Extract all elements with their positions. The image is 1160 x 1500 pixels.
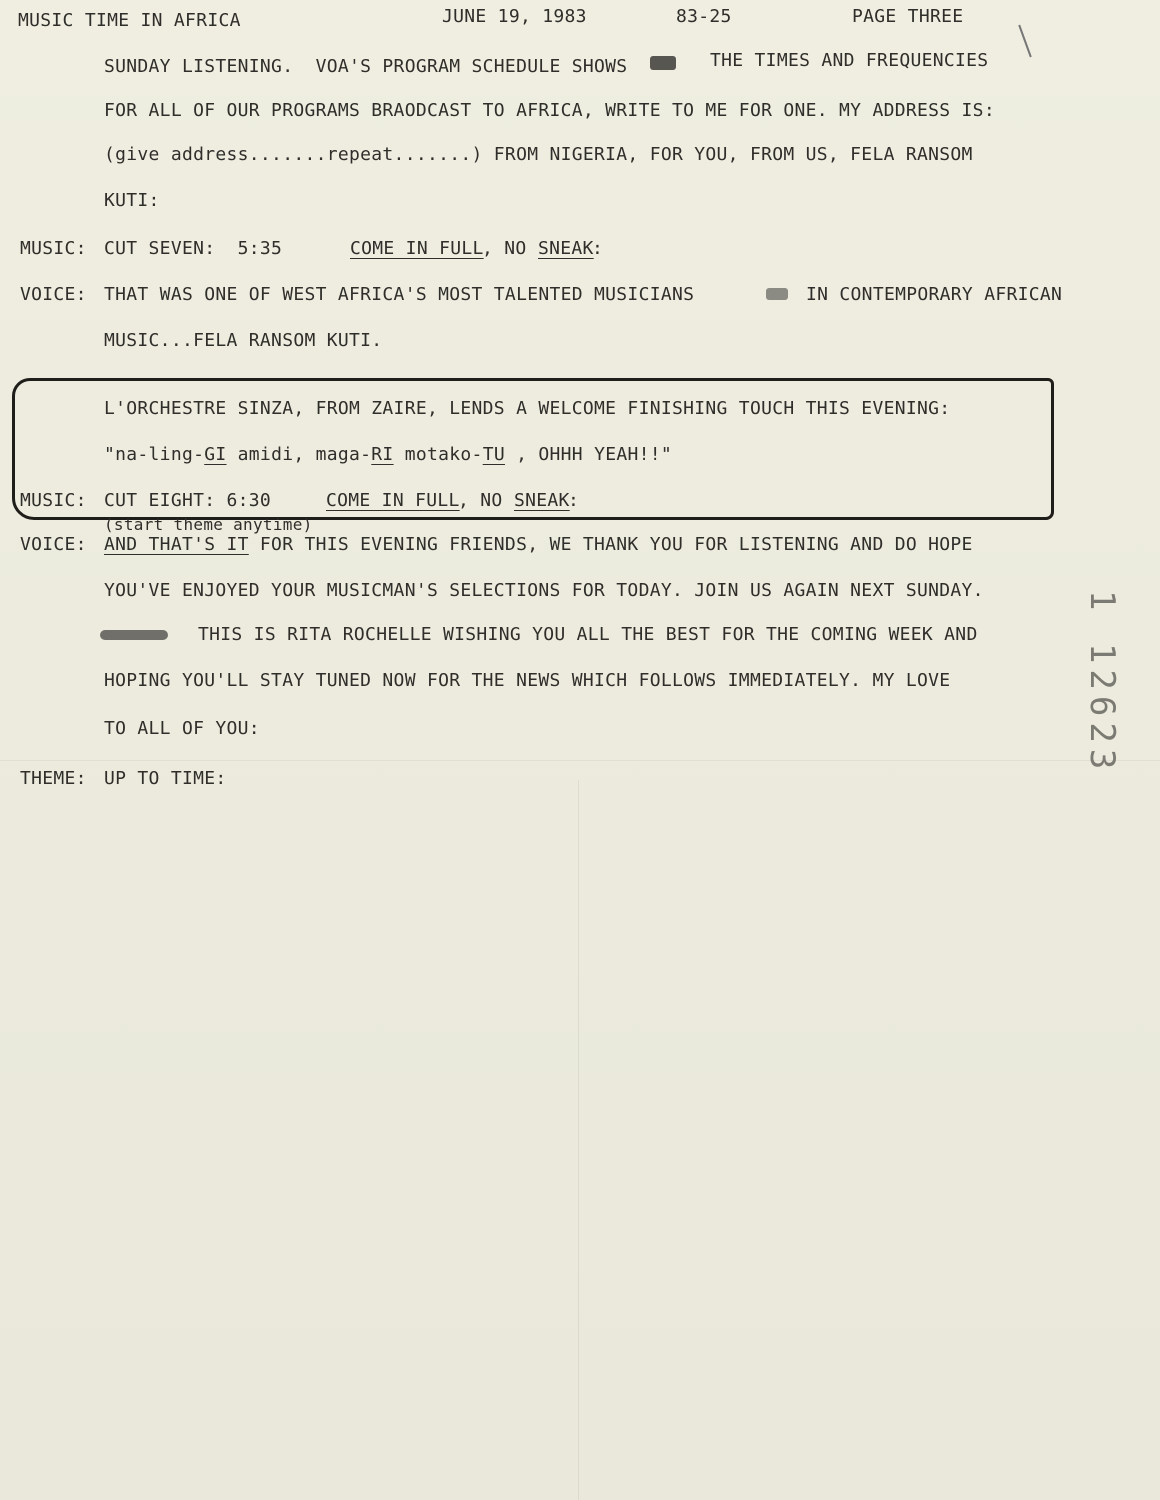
header-page: PAGE THREE — [852, 6, 964, 27]
music-sneak: SNEAK — [538, 238, 594, 259]
music-no: , NO — [482, 238, 527, 259]
music-colon-2: : — [568, 490, 580, 511]
voice-line-1c: MUSIC...FELA RANSOM KUTI. — [104, 330, 383, 351]
lyric-ri: RI — [371, 444, 394, 465]
ink-strikeout-2 — [100, 630, 168, 640]
paper-fold-vertical — [578, 780, 579, 1500]
lyric-part-a: "na-ling- — [104, 444, 205, 465]
text-line-4: KUTI: — [104, 190, 160, 211]
ink-smudge — [650, 56, 676, 70]
music-no-2: , NO — [458, 490, 503, 511]
margin-stamp-number: 1 12623 — [1082, 590, 1122, 776]
voice-line-1b: IN CONTEMPORARY AFRICAN — [806, 284, 1063, 305]
lyric-tu: TU — [482, 444, 505, 465]
music-come-in-full-2: COME IN FULL — [326, 490, 460, 511]
voice-line-2e: HOPING YOU'LL STAY TUNED NOW FOR THE NEWS WHICH FOLLOWS IMMEDIATELY. MY LOVE — [104, 670, 951, 691]
margin-pencil-mark — [1018, 25, 1032, 58]
lyric-part-c: motako- — [393, 444, 483, 465]
text-line-1: SUNDAY LISTENING. VOA'S PROGRAM SCHEDULE SHOWS — [104, 56, 628, 77]
theme-text: UP TO TIME: — [104, 768, 227, 789]
music-label: MUSIC: — [20, 238, 87, 259]
paper-fold-horizontal — [0, 760, 1160, 761]
box-line-2 — [104, 444, 672, 466]
voice-line-2c: YOU'VE ENJOYED YOUR MUSICMAN'S SELECTIONS FOR TODAY. JOIN US AGAIN NEXT SUNDAY. — [104, 580, 984, 601]
lyric-gi: GI — [204, 444, 227, 465]
ink-strikeout — [766, 288, 788, 300]
voice-label: VOICE: — [20, 284, 87, 305]
voice-thats-it: AND THAT'S IT — [104, 534, 249, 555]
header-code: 83-25 — [676, 6, 732, 27]
box-line-1: L'ORCHESTRE SINZA, FROM ZAIRE, LENDS A WELCOME FINISHING TOUCH THIS EVENING: — [104, 398, 951, 419]
text-line-2: FOR ALL OF OUR PROGRAMS BRAODCAST TO AFRICA, WRITE TO ME FOR ONE. MY ADDRESS IS: — [104, 100, 995, 121]
music-come-in-full: COME IN FULL — [350, 238, 484, 259]
music-label-2: MUSIC: — [20, 490, 87, 511]
voice-label-2: VOICE: — [20, 534, 87, 555]
theme-label: THEME: — [20, 768, 87, 789]
music-cut-seven: CUT SEVEN: 5:35 — [104, 238, 283, 259]
voice-line-2a-rest: FOR THIS EVENING FRIENDS, WE THANK YOU FOR LISTENING AND DO HOPE — [248, 534, 973, 555]
music-cut-eight: CUT EIGHT: 6:30 — [104, 490, 272, 511]
theme-note: (start theme anytime) — [104, 515, 313, 534]
header-date: JUNE 19, 1983 — [442, 6, 587, 27]
text-line-3: (give address.......repeat.......) FROM NIGERIA, FOR YOU, FROM US, FELA RANSOM — [104, 144, 973, 165]
voice-line-1a: THAT WAS ONE OF WEST AFRICA'S MOST TALENTED MUSICIANS — [104, 284, 695, 305]
header-program: MUSIC TIME IN AFRICA — [18, 10, 241, 31]
text-line-1b: THE TIMES AND FREQUENCIES — [710, 50, 989, 71]
voice-line-2a — [104, 534, 973, 556]
voice-line-2d: THIS IS RITA ROCHELLE WISHING YOU ALL THE BEST FOR THE COMING WEEK AND — [198, 624, 978, 645]
lyric-part-d: , OHHH YEAH!!" — [504, 444, 673, 465]
music-colon: : — [592, 238, 604, 259]
lyric-part-b: amidi, maga- — [226, 444, 372, 465]
music-sneak-2: SNEAK — [514, 490, 570, 511]
voice-line-2f: TO ALL OF YOU: — [104, 718, 260, 739]
